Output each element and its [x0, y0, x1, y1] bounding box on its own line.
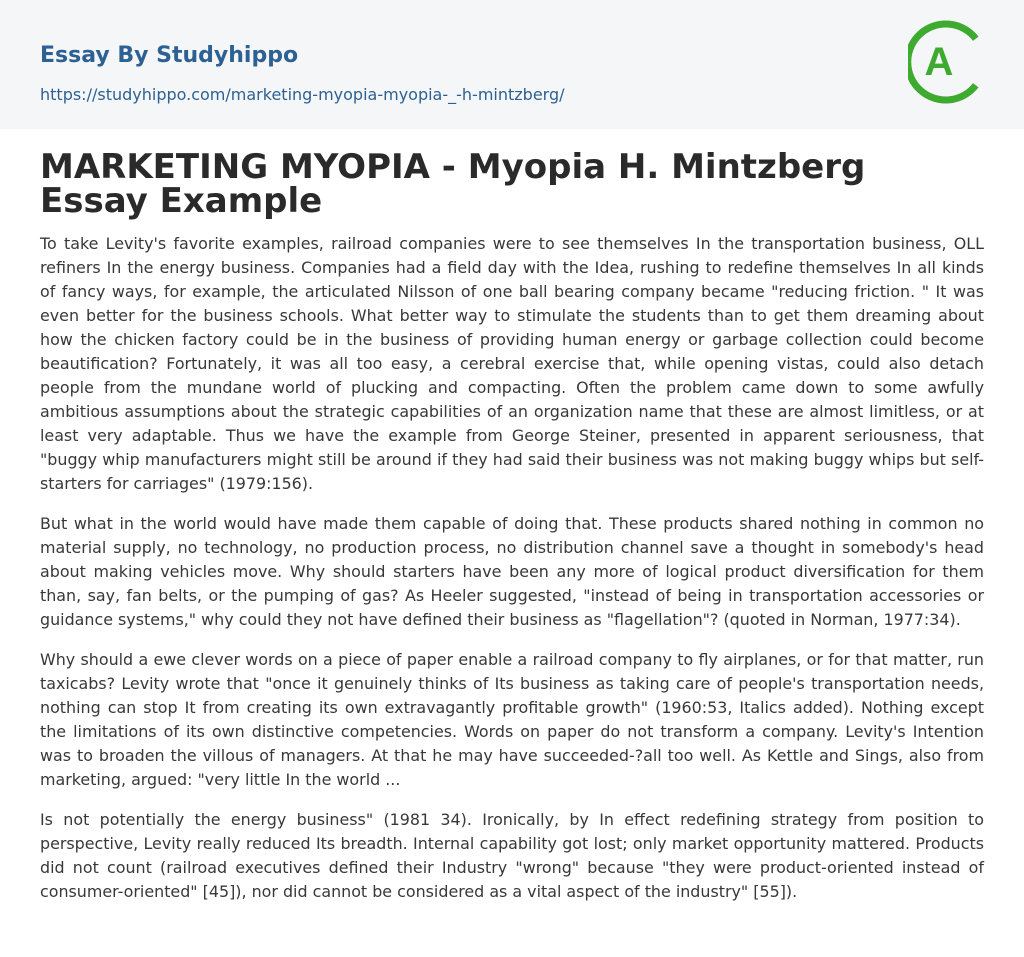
logo-letter: A: [924, 40, 954, 84]
essay-body: [40, 232, 984, 904]
essay-paragraph-2: But what in the world would have made them capable of doing that. These products shared nothing in common no material supply, no technology, no production process, no distribution channel save a thought in somebody's head about making vehicles move. Why should starters have been any more of logical product diversification for them than, say, fan belts, or the pumping of gas? As Heeler suggested, "instead of being in transportation accessories or guidance systems," why could they not have defined their business as "flagellation"? (quoted in Norman, 1977:34).: [40, 514, 984, 629]
essay-content: [40, 147, 984, 920]
essay-paragraph-1: To take Levity's favorite examples, railroad companies were to see themselves In the transportation business, OLL refiners In the energy business. Companies had a field day with the Idea, rushing to redefine themselves In all kinds of fancy ways, for example, the articulated Nilsson of one ball bearing company became "reducing friction. " It was even better for the business schools. What better way to stimulate the students than to get them dreaming about how the chicken factory could be in the business of providing human energy or garbage collection could become beautification? Fortunately, it was all too easy, a cerebral exercise that, while opening vistas, could also detach people from the mundane world of plucking and compacting. Often the problem came down to some awfully ambitious assumptions about the strategic capabilities of an organization name that these are almost limitless, or at least very adaptable. Thus we have the example from George Steiner, presented in apparent seriousness, that "buggy whip manufacturers might still be around if they had said their business was not making buggy whips but self-starters for carriages" (1979:156).: [40, 234, 984, 493]
essay-paragraph-3: Why should a ewe clever words on a piece of paper enable a railroad company to fly airplanes, or for that matter, run taxicabs? Levity wrote that "once it genuinely thinks of Its business as taking care of people's transportation needs, nothing can stop It from creating its own extravagantly profitable growth" (1960:53, Italics added). Nothing except the limitations of its own distinctive competencies. Words on paper do not transform a company. Levity's Intention was to broaden the villous of managers. At that he may have succeeded-?all too well. As Kettle and Sings, also from marketing, argued: "very little In the world ...: [40, 650, 984, 789]
essay-title: MARKETING MYOPIA - Myopia H. Mintzberg Essay Example: [40, 147, 866, 221]
site-header: [0, 0, 1024, 129]
studyhippo-logo-icon[interactable]: [908, 19, 988, 105]
source-url-link[interactable]: https://studyhippo.com/marketing-myopia-myopia-_-h-mintzberg/: [40, 85, 565, 104]
essay-paragraph-4: Is not potentially the energy business" (1981 34). Ironically, by In effect redefining strategy from position to perspective, Levity really reduced Its breadth. Internal capability got lost; only market opportunity mattered. Products did not count (railroad executives defined their Industry "wrong" because "they were product-oriented instead of consumer-oriented" [45]), nor did cannot be considered as a vital aspect of the industry" [55]).: [40, 810, 984, 901]
site-title[interactable]: Essay By Studyhippo: [40, 43, 299, 68]
